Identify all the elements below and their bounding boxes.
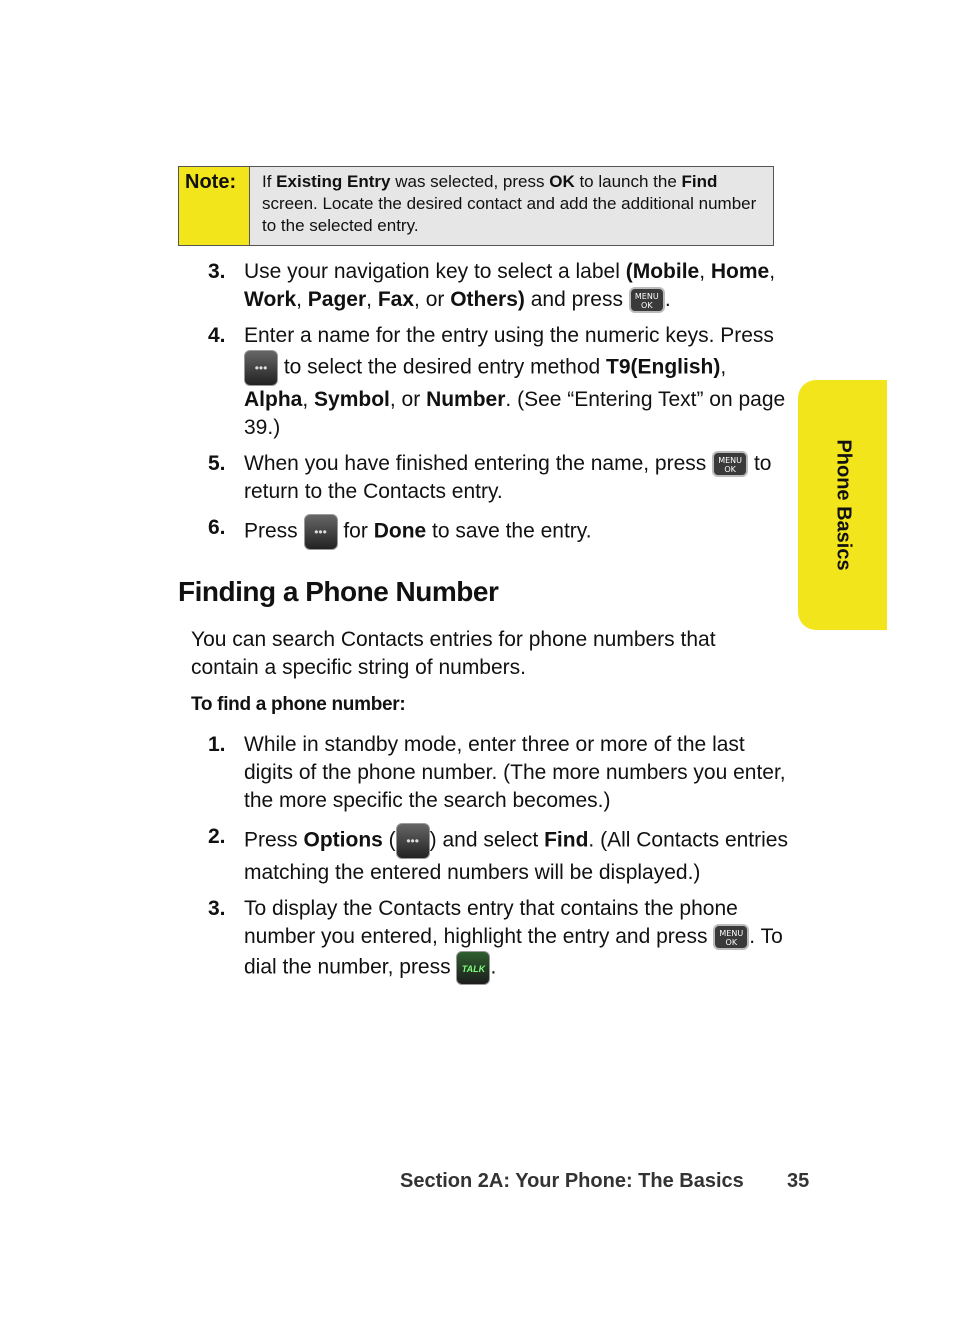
note-label: Note:: [179, 167, 250, 245]
list-item: 1. While in standby mode, enter three or more of the last digits of the phone number. (The more numbers you enter, the more specific the search becomes.): [208, 733, 786, 812]
menu-ok-key-icon: MENU OK: [629, 287, 665, 313]
menu-ok-key-icon: MENU OK: [712, 451, 748, 477]
talk-key-icon: TALK: [456, 951, 490, 985]
softkey-icon: •••: [244, 350, 278, 386]
menu-ok-key-icon: MENU OK: [713, 924, 749, 950]
list-item: 5. When you have finished entering the name, press MENU OK to return to the Contacts entry.: [208, 452, 772, 503]
procedure-subheading: To find a phone number:: [191, 694, 406, 715]
note-box: [178, 166, 774, 246]
steps-list-find-number: [208, 731, 788, 993]
note-text: If Existing Entry was selected, press OK to launch the Find screen. Locate the desired contact and add the additional number to the selected entry.: [250, 167, 773, 245]
chapter-tab-label: Phone Basics: [832, 439, 855, 571]
page-number: 35: [787, 1170, 810, 1192]
footer-section-title: Section 2A: Your Phone: The Basics: [400, 1170, 744, 1192]
softkey-icon: •••: [396, 823, 430, 859]
steps-list-add-number: [208, 258, 788, 558]
intro-paragraph: You can search Contacts entries for phone numbers that contain a specific string of numbers.: [191, 628, 716, 679]
section-heading: Finding a Phone Number: [178, 576, 499, 607]
list-item: 3. Use your navigation key to select a label (Mobile, Home, Work, Pager, Fax, or Others) and press MENU OK .: [208, 258, 788, 314]
list-item: 2. Press Options ( ••• ) and select Find. (All Contacts entries matching the entered numbers will be displayed.): [208, 825, 788, 884]
softkey-icon: •••: [304, 514, 338, 550]
list-item: 3. To display the Contacts entry that contains the phone number you entered, highlight the entry and press MENU OK . To dial the number, press TALK .: [208, 895, 788, 985]
list-item: 6. Press ••• for Done to save the entry.: [208, 514, 788, 550]
list-item: 4. Enter a name for the entry using the numeric keys. Press ••• to select the desired entry method T9(English), Alpha, Symbol, or Number. (See “Entering Text” on page 39.): [208, 324, 786, 439]
